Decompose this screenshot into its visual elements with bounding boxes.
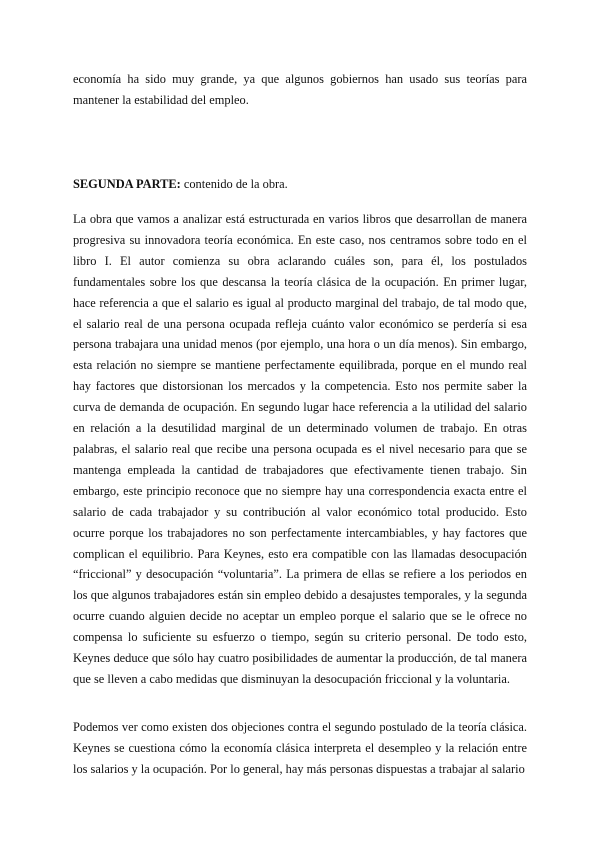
intro-paragraph: economía ha sido muy grande, ya que algunos gobiernos han usado sus teorías para mantener la estabilidad del empleo. [73, 72, 527, 107]
body-paragraph-1: La obra que vamos a analizar está estructurada en varios libros que desarrollan de manera progresiva su innovadora teoría económica. En este caso, nos centramos sobre todo en el libro I. El autor comienza su obra aclarando cuáles son, para él, los postulados fundamentales sobre los que descansa la teoría clásica de la ocupación. En primer lugar, hace referencia a que el salario es igual al producto marginal del trabajo, de tal modo que, el salario real de una persona ocupada refleja cuánto valor económico se perdería si esa persona trabajara una unidad menos (por ejemplo, una hora o un día menos). Sin embargo, esta relación no siempre se mantiene perfectamente equilibrada, porque en el mundo real hay factores que distorsionan los mercados y la competencia. Esto nos permite saber la curva de demanda de ocupación. En segundo lugar hace referencia a la utilidad del salario en relación a la desutilidad marginal de un determinado volumen de trabajo. En otras palabras, el salario real que recibe una persona ocupada es el nivel necesario para que se mantenga empleada la cantidad de trabajadores que efectivamente tienen trabajo. Sin embargo, este principio reconoce que no siempre hay una correspondencia exacta entre el salario de cada trabajador y su contribución al valor económico total producido. Esto ocurre porque los trabajadores no son perfectamente intercambiables, y hay factores que complican el equilibrio. Para Keynes, esto era compatible con las llamadas desocupación “friccional” y desocupación “voluntaria”. La primera de ellas se refiere a los periodos en los que algunos trabajadores están sin empleo debido a desajustes temporales, y la segunda ocurre cuando alguien decide no aceptar un empleo porque el salario que se le ofrece no compensa lo suficiente su esfuerzo o tiempo, según su criterio personal. De todo esto, Keynes deduce que sólo hay cuatro posibilidades de aumentar la producción, de tal manera que se lleven a cabo medidas que disminuyan la desocupación friccional y la voluntaria. [73, 212, 527, 686]
section-heading [73, 174, 527, 195]
section-heading-line [73, 174, 527, 195]
body-paragraph-2: Podemos ver como existen dos objeciones contra el segundo postulado de la teoría clásica. Keynes se cuestiona cómo la economía clásica interpreta el desempleo y la relación entre los salarios y la ocupación. Por lo general, hay más personas dispuestas a trabajar al salario [73, 720, 527, 776]
body-paragraph-1-block [73, 209, 527, 690]
intro-paragraph-block [73, 69, 527, 111]
body-paragraph-2-block [73, 717, 527, 780]
section-heading-rest: contenido de la obra. [180, 177, 288, 191]
section-heading-bold: SEGUNDA PARTE: [73, 177, 181, 191]
